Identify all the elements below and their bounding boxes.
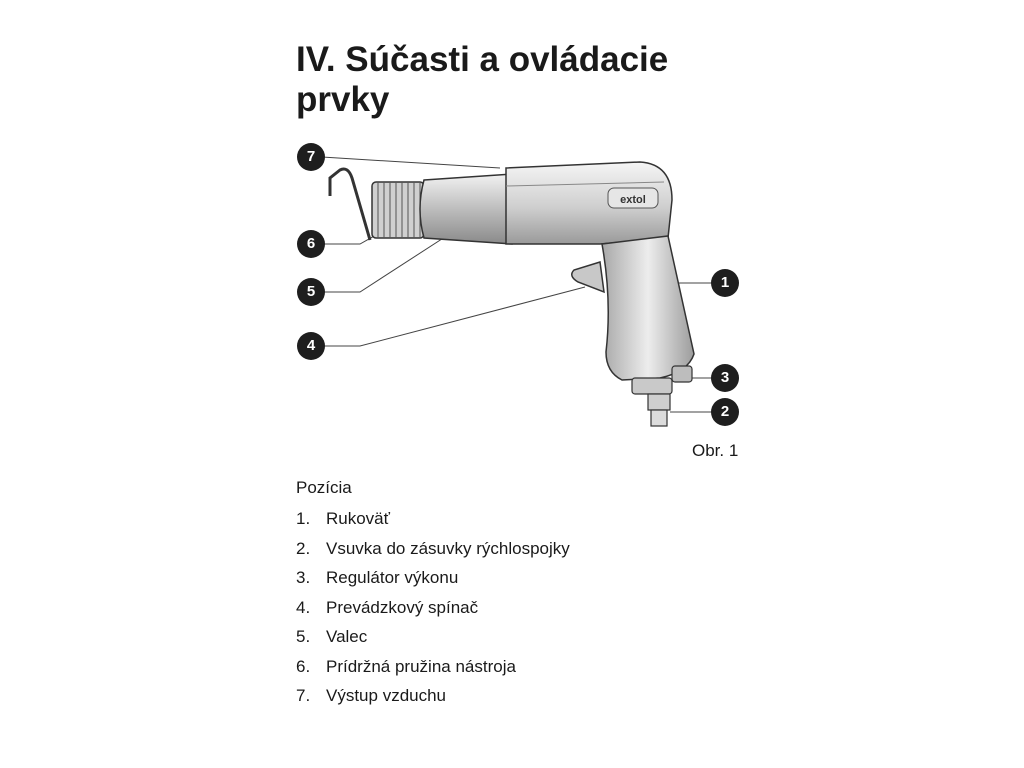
page-title: IV. Súčasti a ovládacie prvky (296, 40, 669, 119)
item-number: 1. (296, 509, 311, 528)
item-text: Prevádzkový spínač (326, 597, 479, 617)
callout-5: 5 (297, 278, 325, 306)
item-number: 6. (296, 656, 311, 676)
list-item (296, 504, 570, 534)
threaded-nozzle (372, 182, 424, 238)
list-item (296, 593, 570, 623)
callout-4: 4 (297, 332, 325, 360)
leader-line-4 (322, 287, 585, 346)
air-hammer-illustration (280, 130, 760, 450)
item-text: Prídržná pružina nástroja (326, 656, 516, 676)
retaining-spring (330, 169, 370, 240)
list-item (296, 534, 570, 564)
item-number: 4. (296, 597, 311, 617)
item-number: 2. (296, 538, 311, 558)
handle (602, 236, 694, 380)
item-text: Výstup vzduchu (326, 686, 447, 705)
callout-6: 6 (297, 230, 325, 258)
item-text: Rukoväť (326, 509, 391, 528)
list-item (296, 652, 570, 682)
trigger (572, 262, 604, 292)
callout-2: 2 (711, 398, 739, 426)
callout-1: 1 (711, 269, 739, 297)
parts-list-label: Pozícia (296, 478, 352, 497)
item-number: 3. (296, 568, 311, 587)
brand-logo-text: extol (620, 194, 646, 206)
cylinder (420, 174, 512, 244)
list-item (296, 563, 570, 593)
list-item (296, 681, 570, 711)
parts-list (296, 504, 570, 711)
callout-3: 3 (711, 364, 739, 392)
item-number: 7. (296, 686, 311, 705)
list-item (296, 622, 570, 652)
item-text: Regulátor výkonu (326, 568, 459, 587)
brand-badge (608, 188, 658, 208)
leader-line-7 (322, 157, 500, 168)
item-text: Vsuvka do zásuvky rýchlospojky (326, 538, 570, 558)
figure-caption: Obr. 1 (692, 441, 739, 460)
callout-7: 7 (297, 143, 325, 171)
coupling-nipple (648, 394, 670, 426)
item-number: 5. (296, 627, 311, 646)
item-text: Valec (326, 627, 368, 646)
